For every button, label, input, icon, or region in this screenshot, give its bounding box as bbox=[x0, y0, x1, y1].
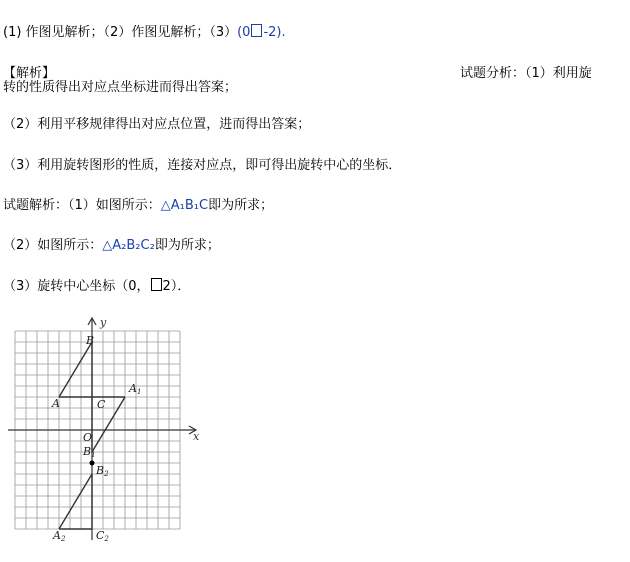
y-axis-arrow bbox=[88, 318, 96, 325]
label-a2: A2 bbox=[53, 529, 66, 543]
analysis-line-2: （2）利用平移规律得出对应点位置，进而得出答案； bbox=[3, 117, 311, 132]
label-c: C bbox=[97, 398, 106, 411]
solution-text-1: 试题解析：（1）如图所示： bbox=[3, 198, 161, 213]
analysis-tag: 【解析】 bbox=[3, 66, 56, 81]
triangle-a1b1c-shape bbox=[92, 397, 125, 452]
solution-line-1 bbox=[3, 198, 273, 214]
analysis-intro: 试题分析：（1）利用旋 bbox=[460, 66, 592, 81]
answer-text: (1) 作图见解析；（2）作图见解析；（3） bbox=[3, 25, 238, 40]
label-b: B bbox=[86, 334, 95, 347]
triangle-a2b2c2: △A₂B₂C₂ bbox=[102, 238, 155, 253]
solution-tail-3: 2）． bbox=[162, 279, 191, 294]
analysis-line-1: 转的性质得出对应点坐标进而得出答案； bbox=[3, 80, 238, 95]
x-axis-arrow bbox=[189, 426, 196, 434]
solution-line-2 bbox=[3, 238, 220, 254]
analysis-line-3: （3）利用旋转图形的性质，连接对应点，即可得出旋转中心的坐标． bbox=[3, 158, 402, 173]
answer-coordinate-part-b: -2). bbox=[263, 25, 286, 40]
solution-tail-2: 即为所求； bbox=[154, 238, 220, 253]
y-axis-label: y bbox=[100, 316, 107, 329]
label-o: O bbox=[83, 431, 93, 444]
solution-tail-1: 即为所求； bbox=[208, 198, 274, 213]
label-a: A bbox=[52, 397, 60, 410]
answer-line bbox=[3, 24, 286, 41]
x-axis-label: x bbox=[193, 430, 200, 443]
answer-coordinate-part-a: (0 bbox=[237, 25, 251, 40]
label-a1: A1 bbox=[129, 382, 142, 396]
triangle-a2b2c2-shape bbox=[59, 474, 92, 529]
label-c2: C2 bbox=[96, 529, 109, 543]
label-b1: B1 bbox=[83, 445, 96, 459]
unknown-glyph bbox=[151, 278, 162, 291]
axes bbox=[8, 318, 196, 540]
solution-text-2: （2）如图所示： bbox=[3, 238, 103, 253]
solution-text-3: （3）旋转中心坐标（0， bbox=[3, 279, 150, 294]
triangle-abc bbox=[59, 342, 125, 397]
rotation-center-point bbox=[90, 461, 95, 466]
label-b2: B2 bbox=[96, 464, 109, 478]
triangle-a1b1c: △A₁B₁C bbox=[160, 198, 209, 213]
grid bbox=[15, 331, 180, 529]
solution-line-3 bbox=[3, 278, 190, 295]
unknown-glyph bbox=[251, 24, 262, 37]
